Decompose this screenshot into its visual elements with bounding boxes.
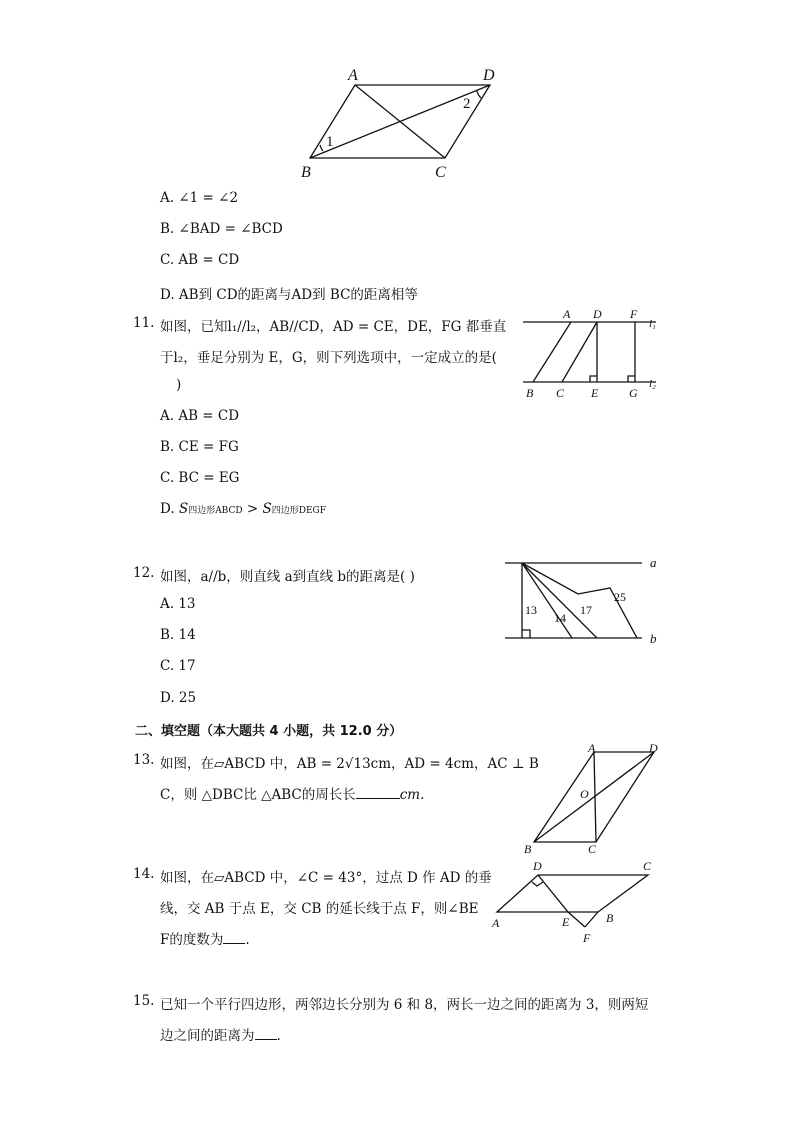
label-17: 17: [580, 603, 592, 617]
q11-text-line1: 如图，已知l₁//l₂，AB//CD，AD = CE，DE，FG 都垂直: [160, 319, 507, 335]
q13-text-line2: [160, 783, 424, 803]
right-angle-d: [532, 882, 543, 886]
label-b: B: [301, 164, 311, 181]
label-o: O: [580, 787, 589, 801]
q15-text-line2: [160, 1024, 281, 1044]
q15-text-line1: 已知一个平行四边形，两邻边长分别为 6 和 8，两长一边之间的距离为 3，则两短: [160, 997, 649, 1013]
label-d: D: [649, 741, 658, 755]
label-13: 13: [525, 603, 537, 617]
figure-parallelogram-angles: [295, 60, 505, 185]
q10-option-b: B. ∠BAD = ∠BCD: [160, 221, 283, 237]
label-25: 25: [614, 590, 626, 604]
label-l2: l₂: [649, 378, 656, 390]
q11-d-prefix: D.: [160, 501, 179, 517]
segment-ab: [533, 322, 571, 382]
label-l1: l₁: [649, 318, 656, 330]
label-d: D: [483, 67, 495, 84]
right-angle-mark: [522, 630, 530, 638]
parallelogram-abcd: [497, 875, 648, 912]
q14-text-line3: [160, 928, 250, 948]
label-d: D: [533, 859, 542, 873]
q11-d-sub1: 四边形ABCD: [188, 506, 243, 516]
q10-option-a: A. ∠1 = ∠2: [160, 190, 239, 206]
q11-d-sub2: 四边形DEGF: [271, 506, 326, 516]
q13-text-line1: 如图，在▱ABCD 中，AB = 2√13cm，AD = 4cm，AC ⊥ B: [160, 756, 539, 772]
q10-option-d: D. AB到 CD的距离与AD到 BC的距离相等: [160, 287, 418, 303]
label-a: A: [492, 916, 500, 930]
figure-q14-parallelogram: [488, 855, 663, 950]
q11-option-a: A. AB = CD: [160, 408, 240, 424]
q11-option-c: C. BC = EG: [160, 470, 240, 486]
label-c: C: [435, 164, 446, 181]
q14-answer-blank[interactable]: [223, 942, 245, 944]
q11-d-s1: S: [178, 501, 189, 517]
segment-bf: [585, 912, 598, 927]
q15-number: 15.: [133, 993, 155, 1009]
q15-line2-start: 边之间的距离为: [160, 1028, 255, 1044]
label-14: 14: [554, 611, 566, 625]
q12-option-a: A. 13: [160, 596, 196, 612]
label-b: b: [650, 631, 657, 646]
q14-text-line2: 线，交 AB 于点 E，交 CB 的延长线于点 F，则∠BE: [160, 901, 479, 917]
q12-number: 12.: [133, 565, 155, 581]
right-angle-e: [590, 376, 597, 382]
q14-line3-start: F的度数为: [160, 932, 224, 948]
label-a: A: [563, 307, 571, 321]
q11-option-d: [160, 501, 326, 517]
label-b: B: [526, 386, 534, 400]
q13-answer-blank[interactable]: [356, 797, 400, 799]
segment-17: [522, 563, 597, 638]
label-a: A: [588, 741, 596, 755]
label-a: A: [348, 67, 358, 84]
section-header-fill-in: 二、填空题（本大题共 4 小题，共 12.0 分）: [135, 724, 403, 739]
q11-text-line2: 于l₂，垂足分别为 E，G，则下列选项中，一定成立的是(: [160, 350, 497, 366]
q13-line2-start: C，则 △DBC比 △ABC的周长长: [160, 787, 356, 803]
angle-2-arc: [477, 91, 481, 98]
label-d: D: [593, 307, 602, 321]
q15-answer-blank[interactable]: [255, 1038, 277, 1040]
label-f: F: [583, 931, 591, 945]
q14-number: 14.: [133, 866, 155, 882]
figure-q12-distance: [500, 552, 665, 647]
label-f: F: [630, 307, 638, 321]
angle-1-arc: [320, 145, 323, 151]
q12-option-b: B. 14: [160, 627, 196, 643]
figure-q13-parallelogram: [518, 740, 668, 858]
q15-line2-end: .: [276, 1028, 281, 1044]
segment-dc: [562, 322, 597, 382]
q11-text-line3: ): [176, 377, 182, 393]
label-g: G: [629, 386, 638, 400]
q11-d-gt: >: [242, 501, 263, 517]
label-angle-1: 1: [326, 134, 334, 150]
segment-14: [522, 563, 572, 638]
right-angle-g: [628, 376, 635, 382]
label-c: C: [556, 386, 565, 400]
q12-text: 如图，a//b，则直线 a到直线 b的距离是( ): [160, 569, 415, 585]
q14-line3-end: .: [245, 932, 250, 948]
q10-option-c: C. AB = CD: [160, 252, 240, 268]
q12-option-c: C. 17: [160, 658, 196, 674]
label-b: B: [524, 842, 532, 856]
label-e: E: [562, 915, 570, 929]
q14-text-line1: 如图，在▱ABCD 中，∠C = 43°，过点 D 作 AD 的垂: [160, 870, 492, 886]
q11-number: 11.: [133, 315, 155, 331]
q13-number: 13.: [133, 752, 155, 768]
q13-line2-end: cm.: [399, 787, 425, 803]
figure-q11-parallel-lines: [518, 305, 668, 405]
label-a: a: [650, 555, 657, 570]
q12-option-d: D. 25: [160, 690, 197, 706]
label-e: E: [591, 386, 599, 400]
label-angle-2: 2: [463, 96, 471, 112]
q11-option-b: B. CE = FG: [160, 439, 239, 455]
label-b: B: [606, 911, 614, 925]
label-c: C: [588, 842, 597, 856]
q11-d-s2: S: [262, 501, 272, 517]
label-c: C: [643, 859, 652, 873]
